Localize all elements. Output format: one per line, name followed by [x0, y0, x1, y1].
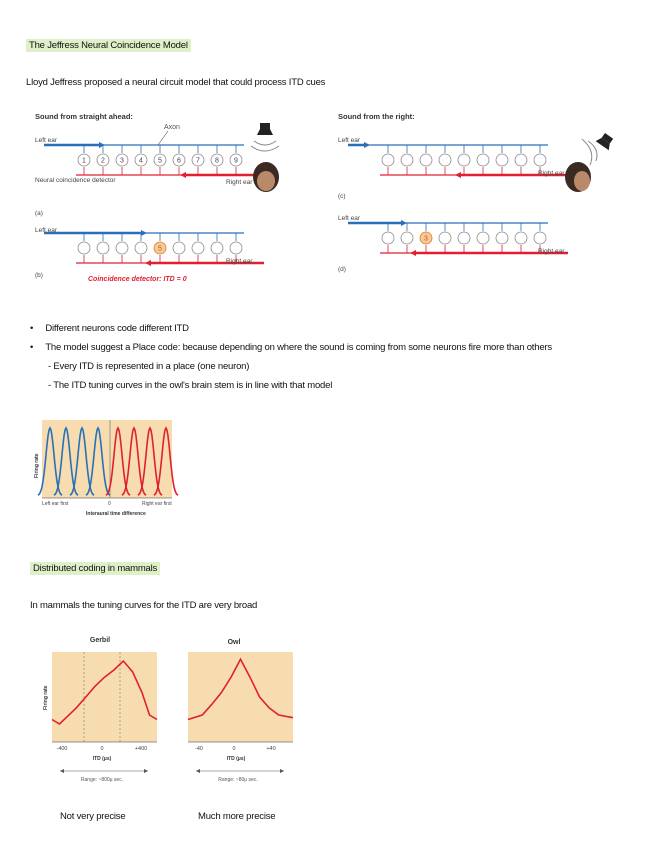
- owl-range: Range: ~80μ sec.: [218, 777, 258, 783]
- gerbil-xlabel: ITD (μs): [92, 756, 112, 762]
- fig2-ylabel: Firing rate: [34, 453, 40, 478]
- gerbil-chart: [38, 632, 168, 792]
- svg-text:5: 5: [158, 245, 162, 253]
- fig2-left-label: Left ear first: [42, 501, 69, 507]
- coincidence-label: Coincidence detector: ITD = 0: [88, 276, 187, 283]
- neuron-1: [78, 242, 90, 254]
- left-ear-label-d: Left ear: [338, 215, 361, 222]
- neuron-2: [401, 154, 413, 166]
- neuron-6: [173, 242, 185, 254]
- owl-chart: [178, 632, 308, 792]
- neuron-1: [382, 232, 394, 244]
- subbullet-2: - The ITD tuning curves in the owl's brain stem is in line with that model: [48, 380, 333, 391]
- owl-tick-2: 0: [232, 746, 236, 752]
- section-heading-jeffress: The Jeffress Neural Coincidence Model: [26, 39, 191, 52]
- neuron-4: [135, 242, 147, 254]
- svg-text:5: 5: [158, 157, 162, 165]
- gerbil-tick-2: 0: [100, 746, 104, 752]
- section-heading-distributed: Distributed coding in mammals: [30, 562, 160, 575]
- neuron-8: [515, 154, 527, 166]
- panel-d: [348, 220, 568, 256]
- head-icon-a: [253, 162, 279, 192]
- owl-tuning-figure: [30, 418, 180, 528]
- intro-text: Lloyd Jeffress proposed a neural circuit model that could process ITD cues: [26, 77, 326, 88]
- fig2-right-label: Right ear first: [142, 501, 172, 507]
- gerbil-title: Gerbil: [89, 637, 111, 644]
- gerbil-plot-bg: [52, 652, 157, 742]
- head-icon-c: [565, 162, 591, 192]
- panel-b-label: (b): [35, 272, 43, 279]
- right-ear-label-d: Right ear: [538, 248, 565, 255]
- neuron-9: [534, 154, 546, 166]
- neuron-6: [477, 232, 489, 244]
- owl-plot-bg: [188, 652, 293, 742]
- panel-a-label: (a): [35, 210, 43, 217]
- bullet-2: • The model suggest a Place code: because depending on where the sound is coming from some neurons fire more than others: [30, 342, 552, 353]
- speaker-icon: [251, 123, 279, 151]
- jeffress-figure: [30, 105, 630, 295]
- panel-c: [348, 142, 568, 178]
- neuron-4: [439, 154, 451, 166]
- owl-title: Owl: [227, 639, 241, 646]
- axon-label: Axon: [164, 124, 180, 131]
- neuron-7: [496, 154, 508, 166]
- fig-title-left: Sound from straight ahead:: [35, 112, 133, 121]
- neuron-5: [458, 232, 470, 244]
- neuron-2: [401, 232, 413, 244]
- svg-text:3: 3: [120, 157, 124, 165]
- svg-text:3: 3: [424, 235, 428, 243]
- svg-text:8: 8: [215, 157, 219, 165]
- neuron-4: [439, 232, 451, 244]
- owl-caption: Much more precise: [198, 811, 276, 822]
- gerbil-tick-3: +400: [134, 746, 148, 752]
- panel-a: [44, 142, 264, 178]
- gerbil-tick-1: -400: [56, 746, 68, 752]
- panel-c-label: (c): [338, 193, 346, 200]
- right-ear-label-a: Right ear: [226, 179, 253, 186]
- owl-tick-3: +40: [266, 746, 276, 752]
- neuron-2: [97, 242, 109, 254]
- neuron-9: [534, 232, 546, 244]
- neuron-1: [382, 154, 394, 166]
- svg-text:7: 7: [196, 157, 200, 165]
- neuron-5: [458, 154, 470, 166]
- owl-xlabel: ITD (μs): [226, 756, 246, 762]
- svg-text:9: 9: [234, 157, 238, 165]
- gerbil-range: Range: ~800μ sec.: [80, 777, 124, 783]
- fig-title-right: Sound from the right:: [338, 112, 415, 121]
- gerbil-ylabel: Firing rate: [43, 685, 49, 710]
- gerbil-caption: Not very precise: [60, 811, 126, 822]
- right-ear-label-b: Right ear: [226, 258, 253, 265]
- neuron-3: [116, 242, 128, 254]
- neuron-3: [420, 154, 432, 166]
- left-ear-label-a: Left ear: [35, 137, 58, 144]
- neuron-8: [515, 232, 527, 244]
- mammals-text: In mammals the tuning curves for the ITD are very broad: [30, 600, 258, 611]
- neuron-7: [496, 232, 508, 244]
- svg-text:6: 6: [177, 157, 181, 165]
- bullet-1: • Different neurons code different ITD: [30, 323, 189, 334]
- svg-text:1: 1: [82, 157, 86, 165]
- panel-d-label: (d): [338, 266, 346, 273]
- right-ear-label-c: Right ear: [538, 170, 565, 177]
- fig2-xlabel: Interaural time difference: [86, 511, 146, 517]
- neuron-8: [211, 242, 223, 254]
- neuron-9: [230, 242, 242, 254]
- neuron-7: [192, 242, 204, 254]
- fig2-zero: 0: [108, 501, 111, 507]
- subbullet-1: - Every ITD is represented in a place (one neuron): [48, 361, 250, 372]
- left-ear-label-c: Left ear: [338, 137, 361, 144]
- svg-text:4: 4: [139, 157, 143, 165]
- neural-detector-label: Neural coincidence detector: [35, 177, 116, 184]
- left-ear-label-b: Left ear: [35, 227, 58, 234]
- neuron-6: [477, 154, 489, 166]
- owl-tick-1: -40: [195, 746, 203, 752]
- speaker-icon-right: [596, 131, 616, 150]
- svg-text:2: 2: [101, 157, 105, 165]
